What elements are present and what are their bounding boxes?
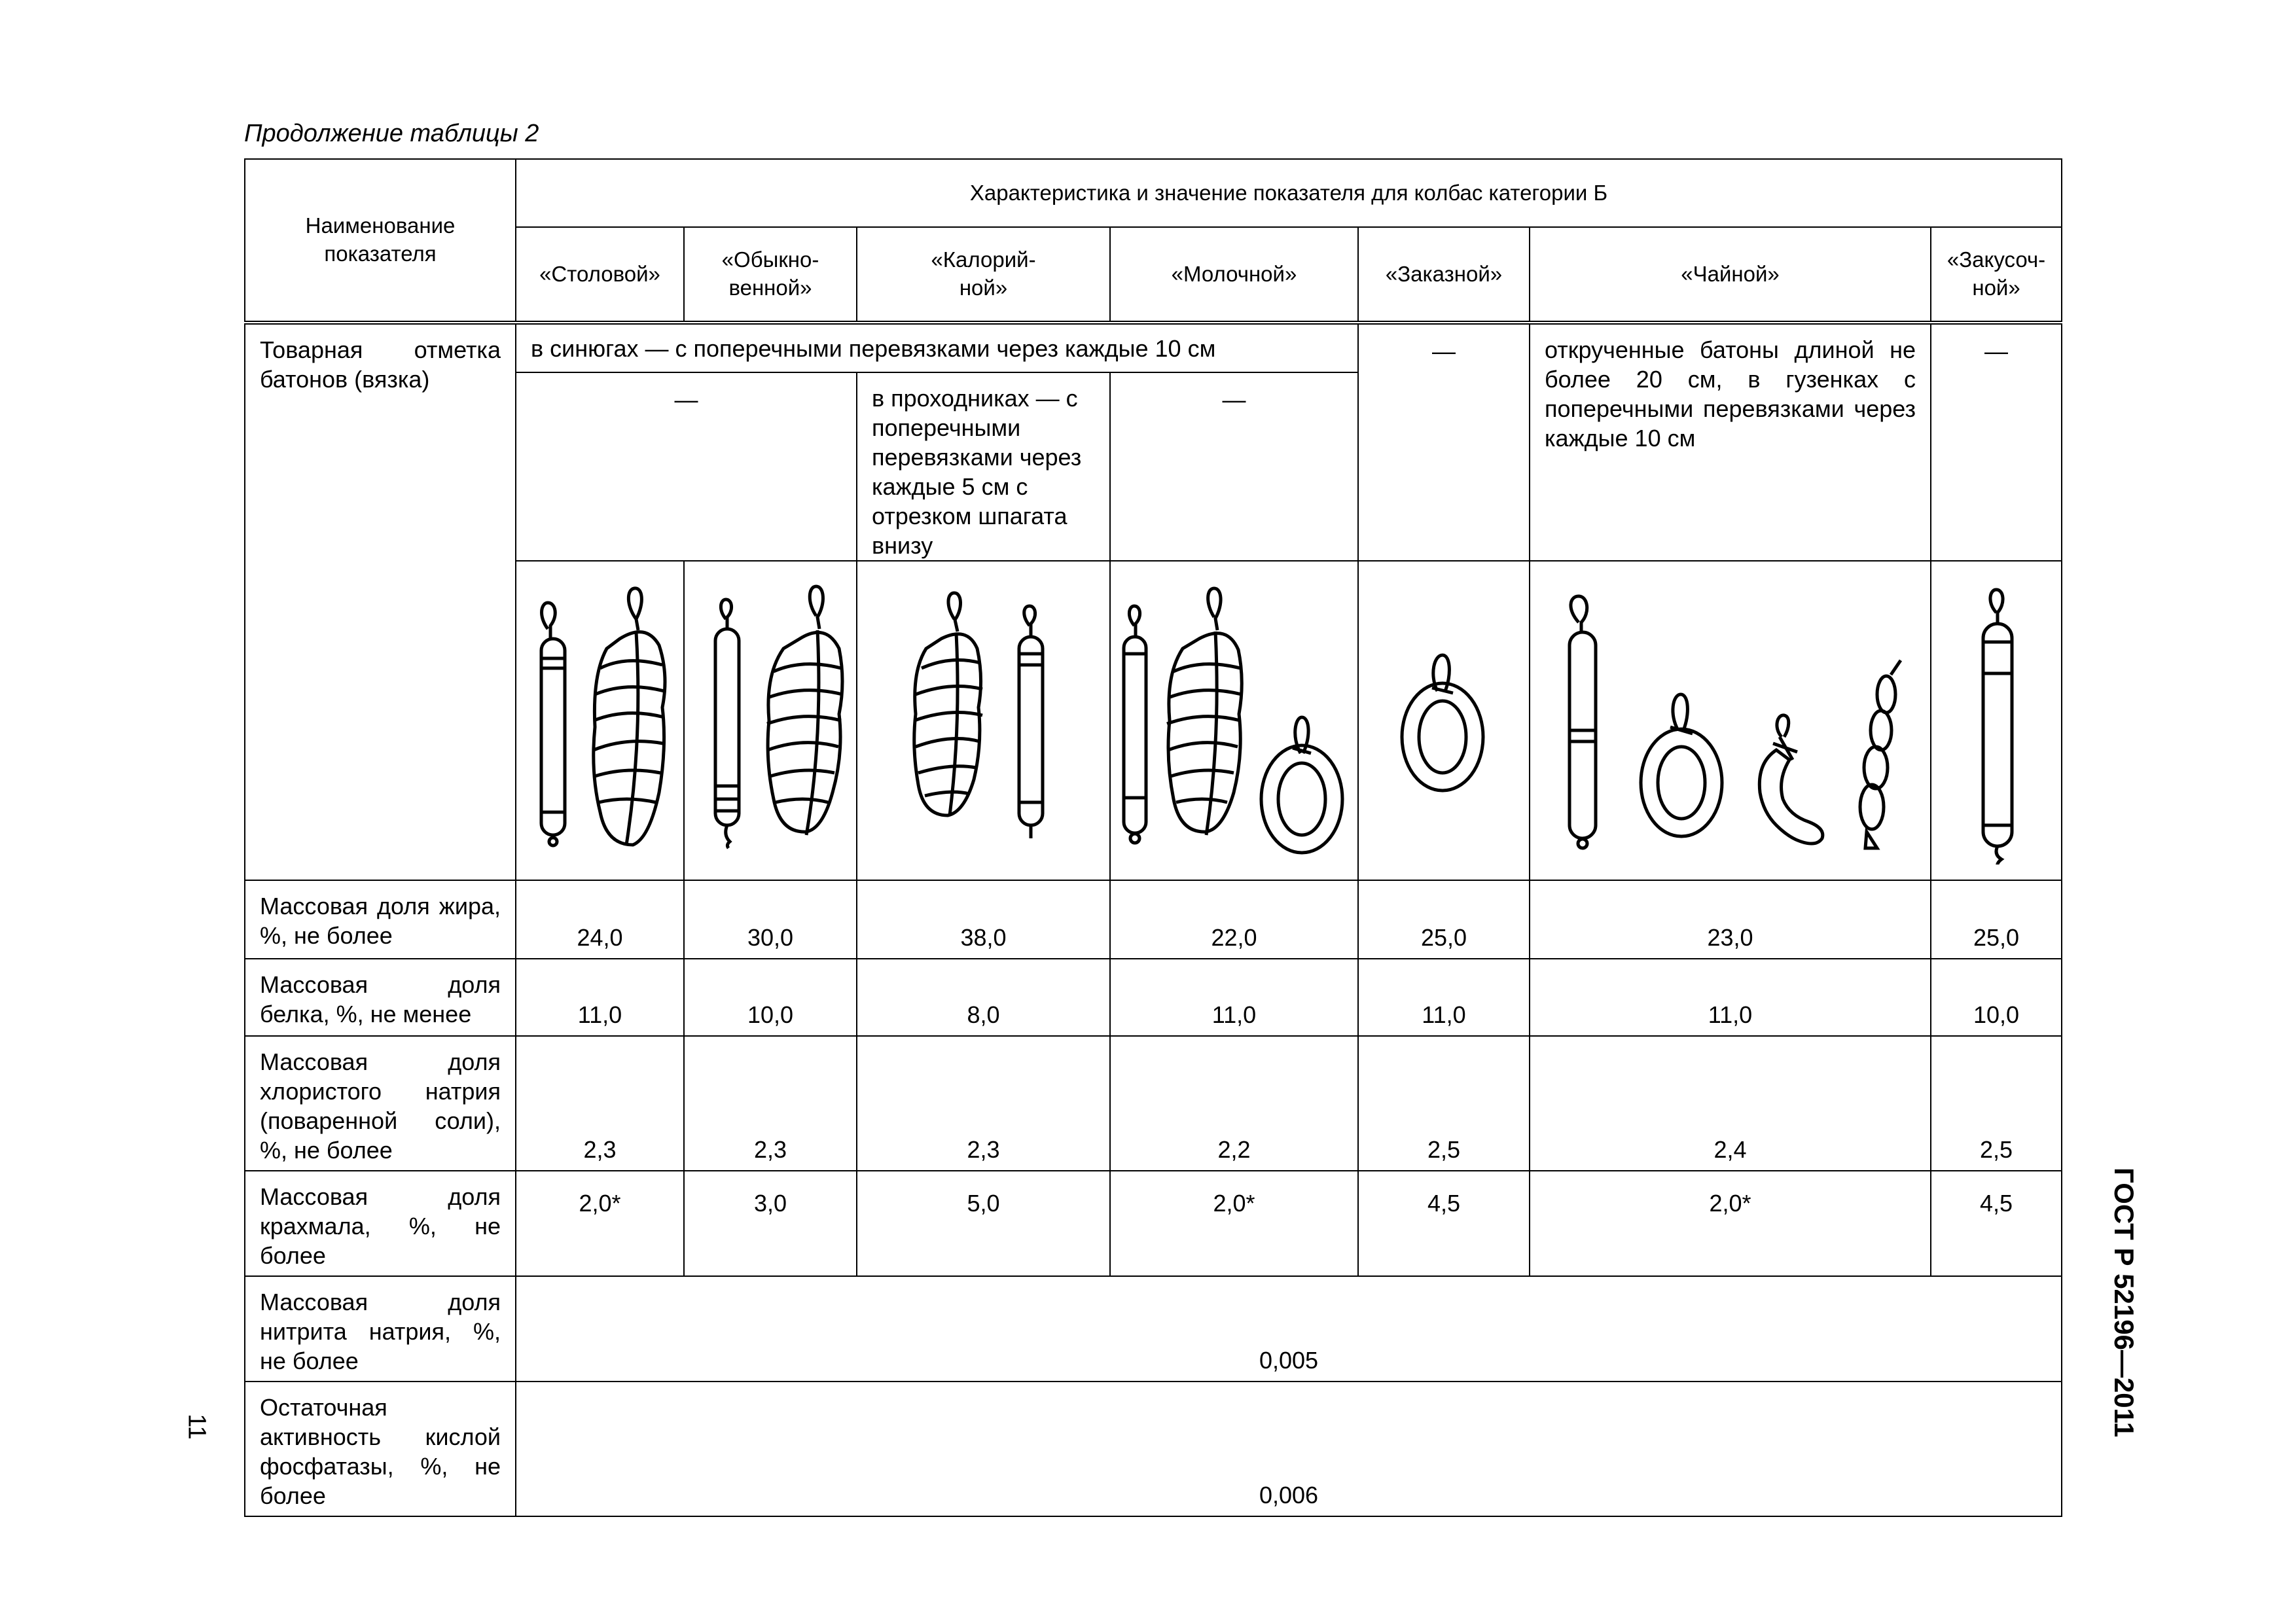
- fat-value-zakusochnaya: 25,0: [1931, 880, 2062, 959]
- column-header-chaynaya: «Чайной»: [1530, 227, 1931, 323]
- starch-value-zakaznaya: 4,5: [1358, 1171, 1530, 1276]
- column-header-kaloriynaya: «Калорий-ной»: [857, 227, 1110, 323]
- document-code-label: [2098, 1158, 2150, 1446]
- sausage-illustration: [1944, 577, 2049, 865]
- marking-zakusochnaya-dash: —: [1931, 323, 2062, 561]
- table-caption: Продолжение таблицы 2: [244, 120, 539, 147]
- sausage-illustration: [692, 577, 849, 865]
- row-name-fat: Массовая доля жира, %, не более: [245, 880, 516, 959]
- column-header-stolovaya: «Столовой»: [516, 227, 684, 323]
- starch-value-molochnaya: 2,0*: [1110, 1171, 1358, 1276]
- sausage-illustration: [522, 577, 679, 865]
- fat-value-stolovaya: 24,0: [516, 880, 684, 959]
- illustration-kaloriynaya: [857, 561, 1110, 880]
- marking-zakaznaya-dash: —: [1358, 323, 1530, 561]
- starch-value-kaloriynaya: 5,0: [857, 1171, 1110, 1276]
- illustration-molochnaya: [1110, 561, 1358, 880]
- protein-value-molochnaya: 11,0: [1110, 959, 1358, 1036]
- marking-span-text: в синюгах — с поперечными перевязками через каждые 10 см: [516, 323, 1358, 372]
- protein-value-zakusochnaya: 10,0: [1931, 959, 2062, 1036]
- column-header-zakusochnaya: «Закусоч-ной»: [1931, 227, 2062, 323]
- row-name-starch: Массовая доля крахмала, %, не более: [245, 1171, 516, 1276]
- sausage-illustration: [1111, 577, 1359, 865]
- row-name-protein: Массовая доля белка, %, не менее: [245, 959, 516, 1036]
- salt-value-molochnaya: 2,2: [1110, 1036, 1358, 1171]
- salt-value-chaynaya: 2,4: [1530, 1036, 1931, 1171]
- illustration-stolovaya: [516, 561, 684, 880]
- phosphatase-value: 0,006: [516, 1382, 2062, 1516]
- illustration-obyknovennaya: [684, 561, 857, 880]
- column-header-molochnaya: «Молочной»: [1110, 227, 1358, 323]
- specification-table: [244, 158, 2062, 1517]
- row-name-nitrite: Массовая доля нитрита натрия, %, не более: [245, 1276, 516, 1382]
- protein-value-stolovaya: 11,0: [516, 959, 684, 1036]
- protein-value-kaloriynaya: 8,0: [857, 959, 1110, 1036]
- fat-value-molochnaya: 22,0: [1110, 880, 1358, 959]
- row-name-marking: Товарная отметка батонов (вязка): [245, 323, 516, 880]
- starch-value-obyknovennaya: 3,0: [684, 1171, 857, 1276]
- salt-value-kaloriynaya: 2,3: [857, 1036, 1110, 1171]
- fat-value-chaynaya: 23,0: [1530, 880, 1931, 959]
- salt-value-zakusochnaya: 2,5: [1931, 1036, 2062, 1171]
- page-number: [177, 1400, 216, 1453]
- illustration-zakaznaya: [1358, 561, 1530, 880]
- sausage-illustration: [892, 577, 1075, 865]
- illustration-chaynaya: [1530, 561, 1931, 880]
- protein-value-chaynaya: 11,0: [1530, 959, 1931, 1036]
- starch-value-zakusochnaya: 4,5: [1931, 1171, 2062, 1276]
- column-header-zakaznaya: «Заказной»: [1358, 227, 1530, 323]
- column-header-obyknovennaya: «Обыкно-венной»: [684, 227, 857, 323]
- fat-value-obyknovennaya: 30,0: [684, 880, 857, 959]
- illustration-zakusochnaya: [1931, 561, 2062, 880]
- starch-value-stolovaya: 2,0*: [516, 1171, 684, 1276]
- fat-value-kaloriynaya: 38,0: [857, 880, 1110, 959]
- fat-value-zakaznaya: 25,0: [1358, 880, 1530, 959]
- marking-kaloriy-text: в проходниках — с поперечными перевязками через каждые 5 см с отрезком шпагата внизу: [857, 372, 1110, 561]
- marking-dash-1: —: [516, 372, 857, 561]
- page-number-text: 11: [183, 1414, 211, 1440]
- starch-value-chaynaya: 2,0*: [1530, 1171, 1931, 1276]
- salt-value-zakaznaya: 2,5: [1358, 1036, 1530, 1171]
- header-name-column: Наименование показателя: [245, 159, 516, 323]
- row-name-phosphatase: Остаточная активность кислой фосфатазы, %, не более: [245, 1382, 516, 1516]
- salt-value-obyknovennaya: 2,3: [684, 1036, 857, 1171]
- protein-value-zakaznaya: 11,0: [1358, 959, 1530, 1036]
- protein-value-obyknovennaya: 10,0: [684, 959, 857, 1036]
- header-group-title: Характеристика и значение показателя для колбас категории Б: [516, 159, 2062, 227]
- marking-chai-text: открученные батоны длиной не более 20 см, в гузенках с поперечными перевязками через каждые 10 см: [1530, 323, 1931, 561]
- row-name-salt: Массовая доля хлористого натрия (поваренной соли), %, не более: [245, 1036, 516, 1171]
- sausage-illustration: [1372, 577, 1516, 865]
- nitrite-value: 0,005: [516, 1276, 2062, 1382]
- sausage-illustration: [1541, 577, 1920, 865]
- marking-dash-2: —: [1110, 372, 1358, 561]
- salt-value-stolovaya: 2,3: [516, 1036, 684, 1171]
- document-code-text: ГОСТ Р 52196—2011: [2109, 1167, 2140, 1438]
